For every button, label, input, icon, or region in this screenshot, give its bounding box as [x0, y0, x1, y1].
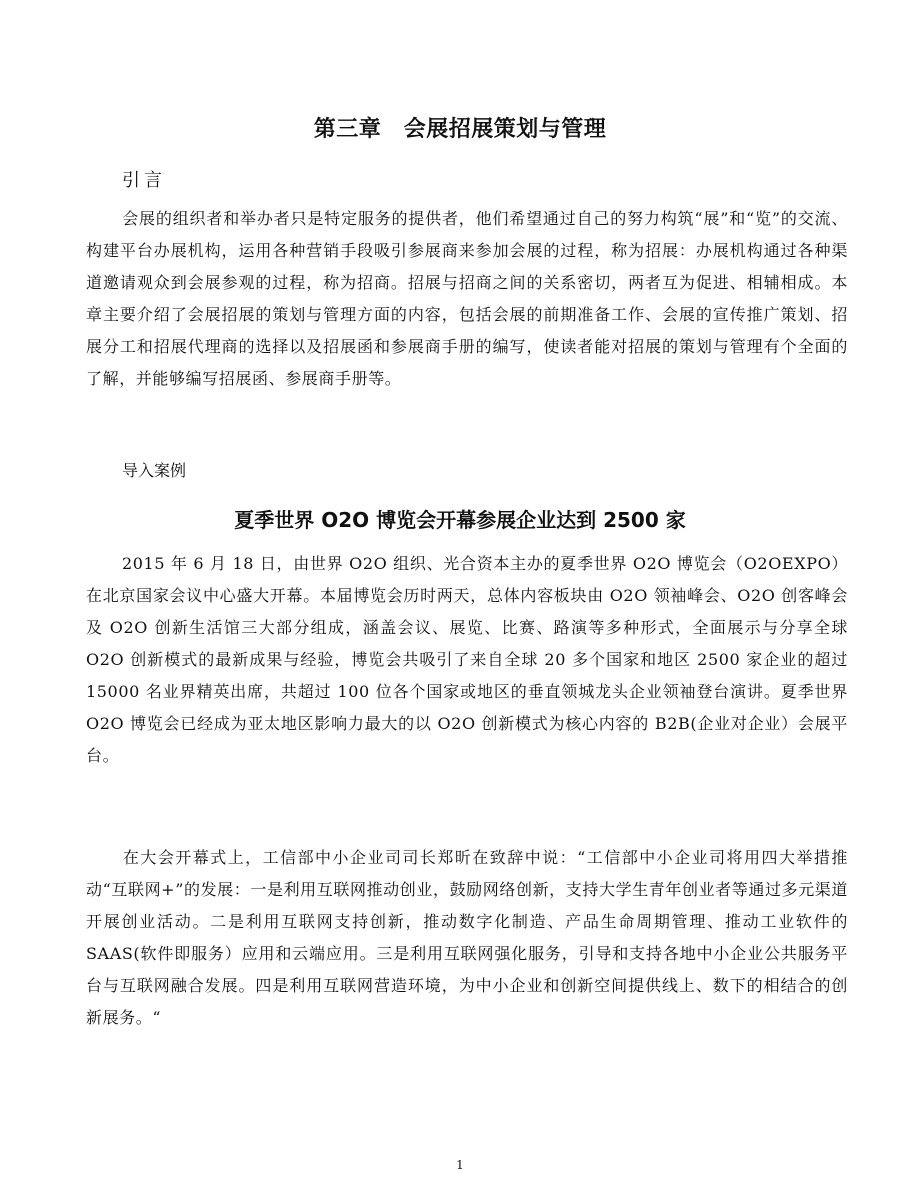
case-label: 导入案例: [122, 461, 187, 480]
case-paragraph-1: [86, 548, 848, 772]
case-paragraph-2-text: 在大会开幕式上，工信部中小企业司司长郑昕在致辞中说：“工信部中小企业司将用四大举措推动“互联网+”的发展：一是利用互联网推动创业，鼓励网络创新，支持大学生青年创业者等通过多元渠道开展创业活动。二是利用互联网支持创新，推动数字化制造、产品生命周期管理、推动工业软件的 SAAS(软件即服务）应用和云端应用。三是利用互联网强化服务，引导和支持各地中小企业公共服务平台与互联网融合发展。四是利用互联网营造环境，为中小企业和创新空间提供线上、数下的相结合的创新展务。“: [86, 848, 848, 1027]
case-paragraph-2: [86, 842, 848, 1034]
case-paragraph-1-text: 2015 年 6 月 18 日，由世界 O2O 组织、光合资本主办的夏季世界 O2O 博览会（O2OEXPO）在北京国家会议中心盛大开幕。本届博览会历时两天，总体内容板块由 O2O 领袖峰会、O2O 创客峰会及 O2O 创新生活馆三大部分组成，涵盖会议、展览、比赛、路演等多种形式，全面展示与分享全球 O2O 创新模式的最新成果与经验，博览会共吸引了来自全球 20 多个国家和地区 2500 家企业的超过 15000 名业界精英出席，共超过 100 位各个国家或地区的垂直领城龙头企业领袖登台演讲。夏季世界 O2O 博览会已经成为亚太地区影响力最大的以 O2O 创新模式为核心内容的 B2B(企业对企业）会展平台。: [86, 554, 848, 765]
chapter-title: 第三章 会展招展策划与管理: [313, 117, 607, 142]
page-number: 1: [456, 1158, 464, 1172]
intro-paragraph: [86, 203, 848, 395]
case-title: 夏季世界 O2O 博览会开幕参展企业达到 2500 家: [234, 508, 686, 532]
intro-paragraph-text: 会展的组织者和举办者只是特定服务的提供者，他们希望通过自己的努力构筑“展”和“览”的交流、构建平台办展机构，运用各种营销手段吸引参展商来参加会展的过程，称为招展：办展机构通过各种渠道邀请观众到会展参观的过程，称为招商。招展与招商之间的关系密切，两者互为促进、相辅相成。本章主要介绍了会展招展的策划与管理方面的内容，包括会展的前期准备工作、会展的宣传推广策划、招展分工和招展代理商的选择以及招展函和参展商手册的编写，使读者能对招展的策划与管理有个全面的了解，并能够编写招展函、参展商手册等。: [86, 209, 848, 388]
intro-heading: 引言: [122, 170, 166, 191]
